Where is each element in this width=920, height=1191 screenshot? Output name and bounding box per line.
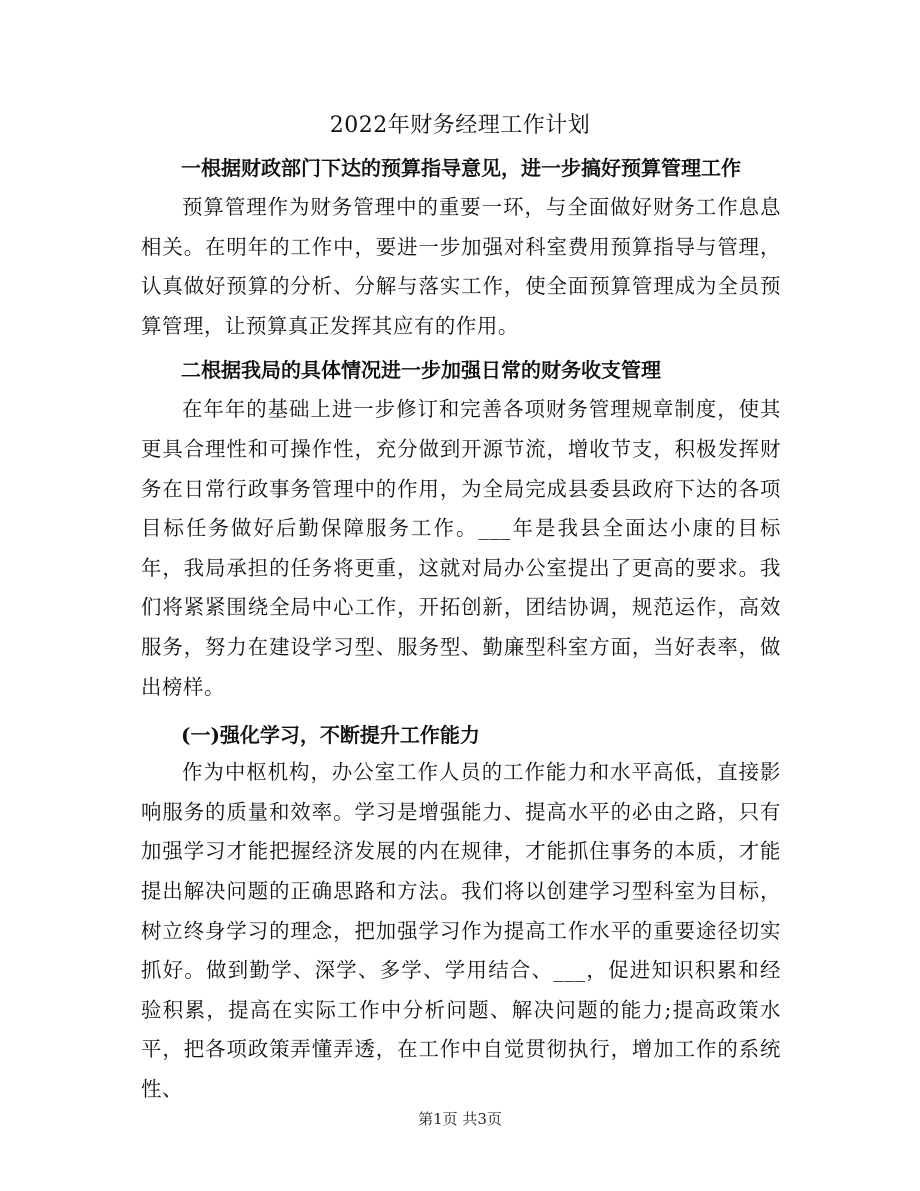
document-body [141,150,781,1109]
document-title: 2022年财务经理工作计划 [329,113,591,138]
section-heading-1: 一根据财政部门下达的预算指导意见，进一步搞好预算管理工作 [181,156,741,180]
section-heading-2: 二根据我局的具体情况进一步加强日常的财务收支管理 [181,358,661,383]
page-footer: 第1页 共3页 [418,1110,502,1128]
section-paragraph-1: 预算管理作为财务管理中的重要一环，与全面做好财务工作息息相关。在明年的工作中，要进一步加强对科室费用预算指导与管理，认真做好预算的分析、分解与落实工作，使全面预算管理成为全员预算管理，让预算真正发挥其应有的作用。 [141,195,781,338]
section-heading-3: (一)强化学习，不断提升工作能力 [181,723,480,748]
section-paragraph-3: 作为中枢机构，办公室工作人员的工作能力和水平高低，直接影响服务的质量和效率。学习是增强能力、提高水平的必由之路，只有加强学习才能把握经济发展的内在规律，才能抓住事务的本质，才能提出解决问题的正确思路和方法。我们将以创建学习型科室为目标，树立终身学习的理念，把加强学习作为提高工作水平的重要途径切实抓好。做到勤学、深学、多学、学用结合、___，促进知识积累和经验积累，提高在实际工作中分析问题、解决问题的能力;提高政策水平，把各项政策弄懂弄透，在工作中自觉贯彻执行，增加工作的系统性、 [141,760,781,1101]
section-paragraph-2: 在年年的基础上进一步修订和完善各项财务管理规章制度，使其更具合理性和可操作性，充分做到开源节流，增收节支，积极发挥财务在日常行政事务管理中的作用，为全局完成县委县政府下达的各项目标任务做好后勤保障服务工作。___年是我县全面达小康的目标年，我局承担的任务将更重，这就对局办公室提出了更高的要求。我们将紧紧围绕全局中心工作，开拓创新，团结协调，规范运作，高效服务，努力在建设学习型、服务型、勤廉型科室方面，当好表率，做出榜样。 [141,397,781,699]
